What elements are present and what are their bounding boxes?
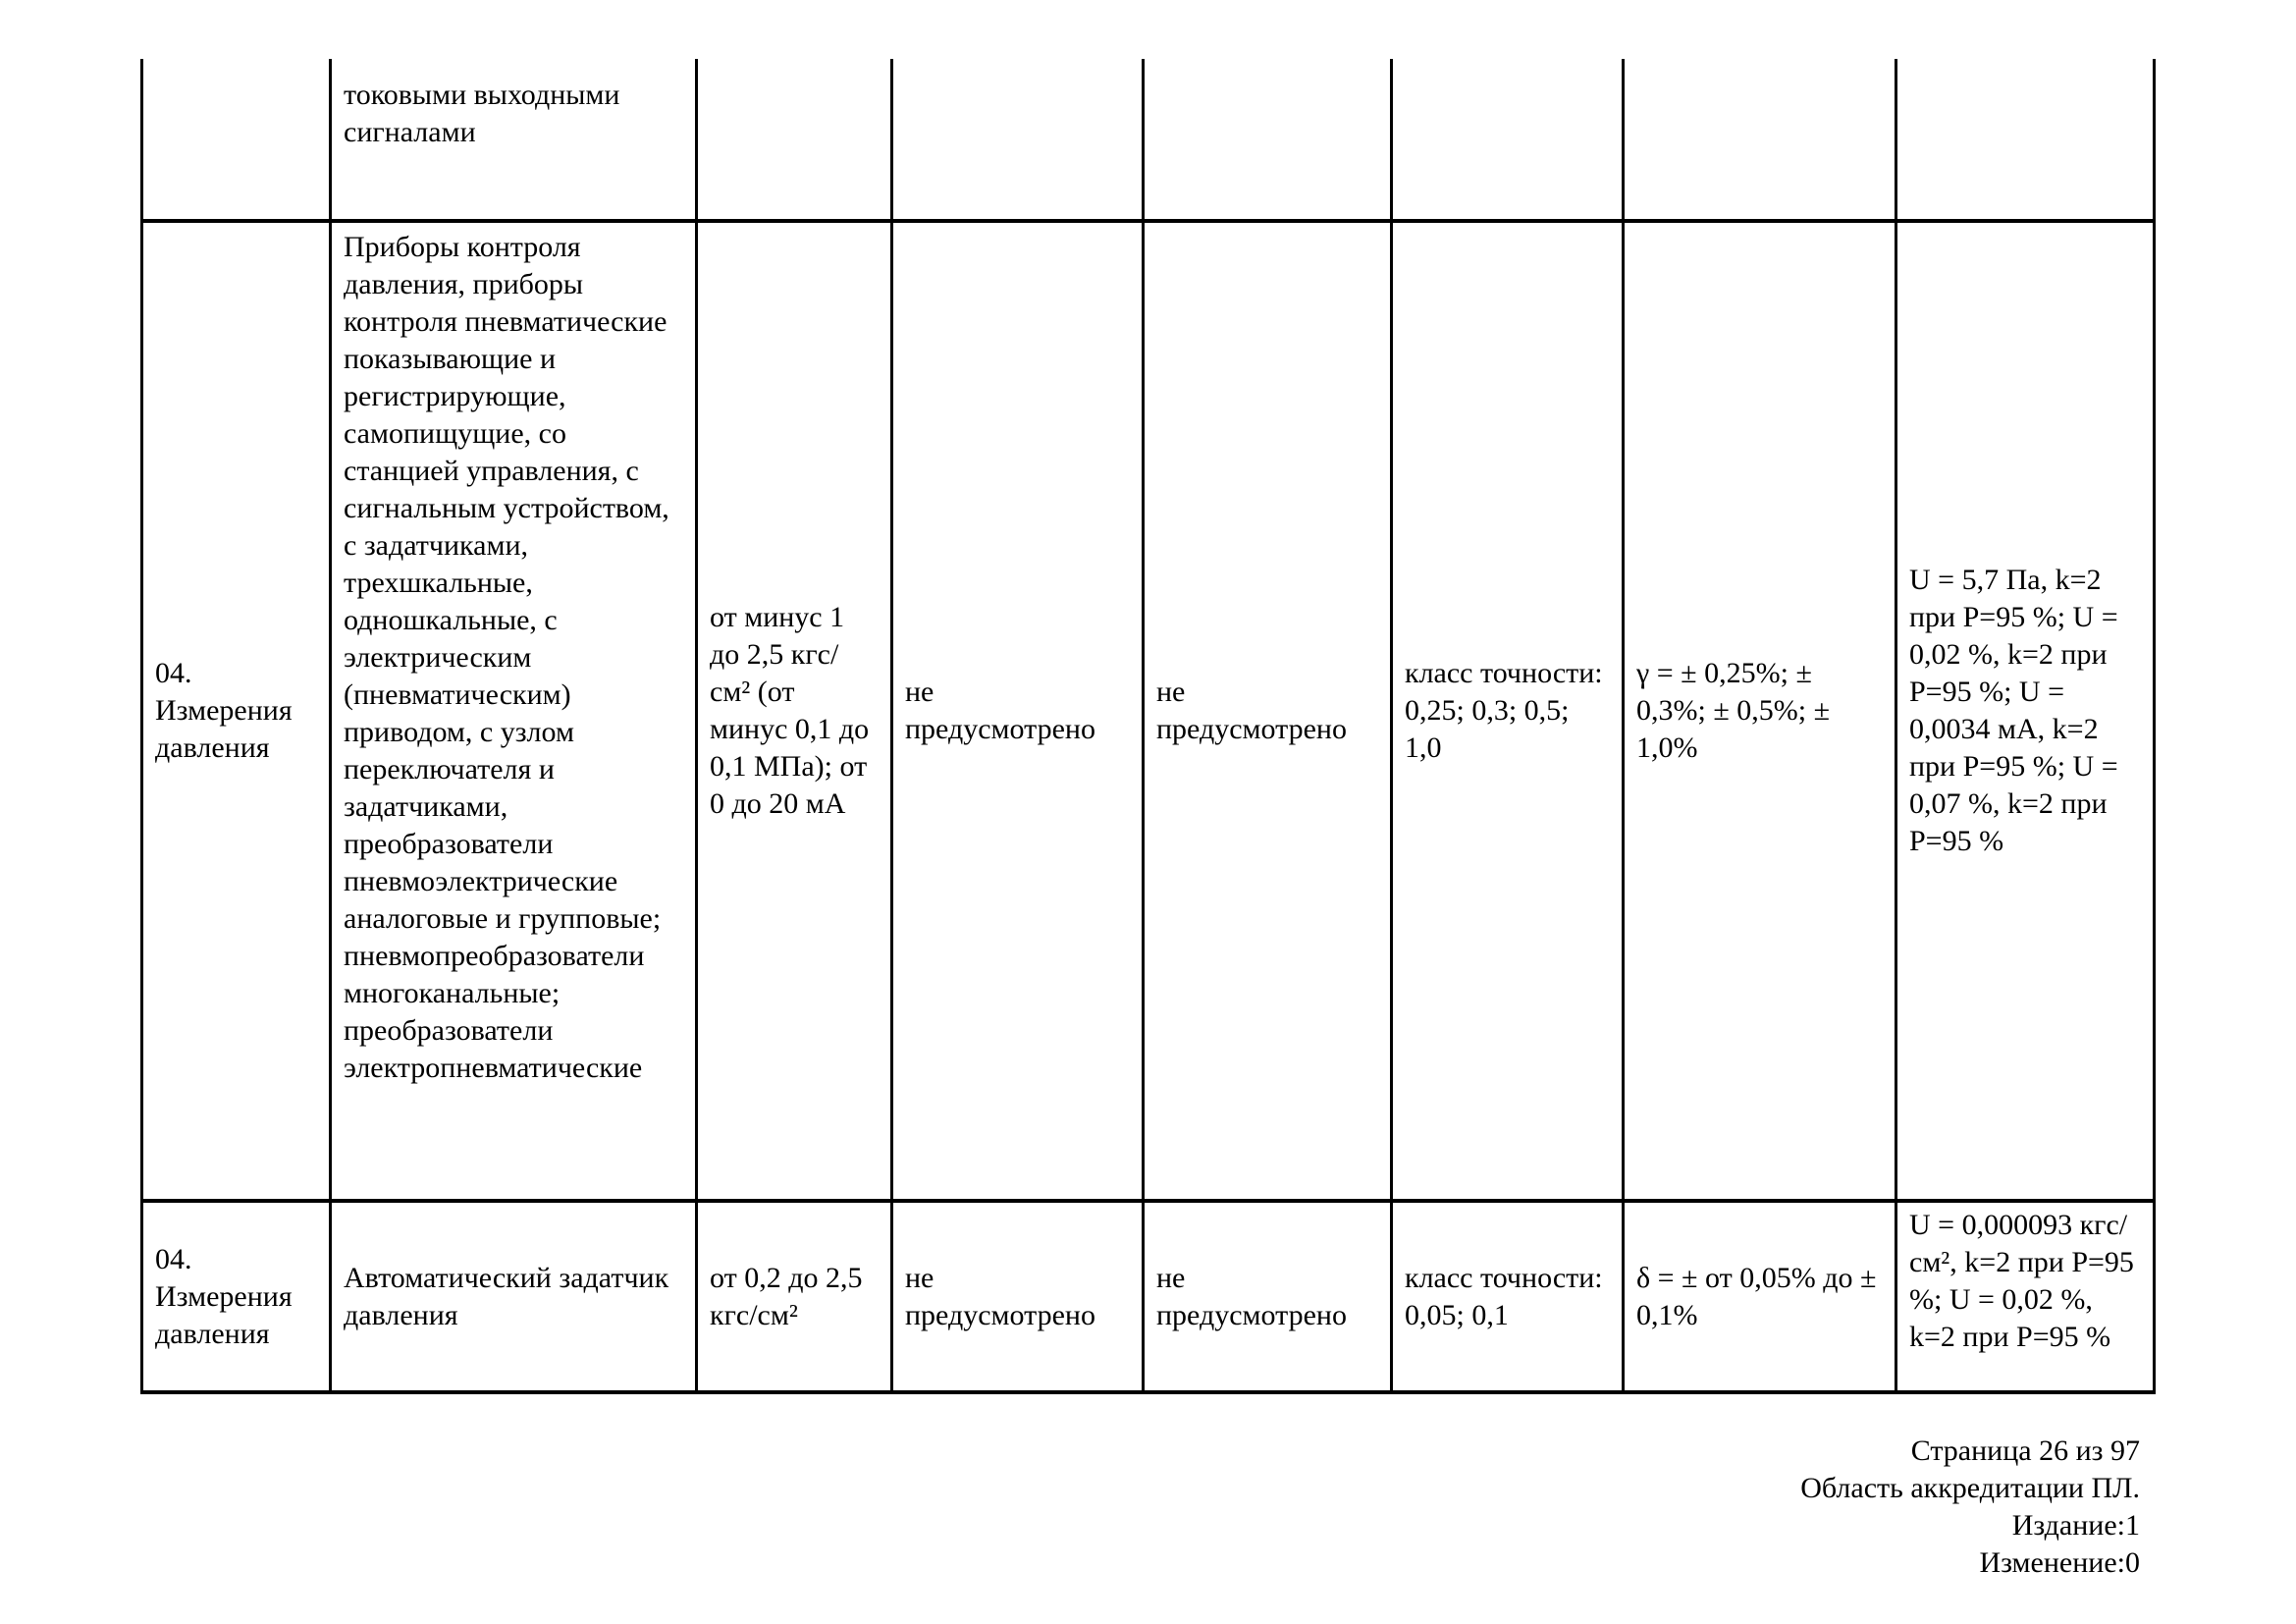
cell-r1-c0: 04. Измерения давления [140,223,329,1203]
cell-r1-c2: от минус 1 до 2,5 кгс/см² (от минус 0,1 до 0,1 МПа); от 0 до 20 мА [695,223,890,1203]
cell-r1-c5: класс точности: 0,25; 0,3; 0,5; 1,0 [1390,223,1622,1203]
cell-r0-c4 [1142,59,1390,223]
cell-r1-c4: не предусмотрено [1142,223,1390,1203]
page-footer [1800,1433,2140,1582]
cell-r0-c0 [140,59,329,223]
footer-revision: Изменение:0 [1979,1546,2140,1579]
cell-r2-c6: δ = ± от 0,05% до ± 0,1% [1622,1203,1895,1394]
cell-r1-c6: γ = ± 0,25%; ± 0,3%; ± 0,5%; ± 1,0% [1622,223,1895,1203]
cell-r1-c7: U = 5,7 Па, k=2 при Р=95 %; U = 0,02 %, k=2 при Р=95 %; U = 0,0034 мА, k=2 при Р=95 %; U = 0,07 %, k=2 при Р=95 % [1895,223,2156,1203]
cell-r0-c5 [1390,59,1622,223]
footer-doc-title: Область аккредитации ПЛ. [1800,1472,2140,1504]
accreditation-scope-table [140,59,2156,1394]
cell-r1-c1: Приборы контроля давления, приборы контроля пневматические показывающие и регистрирующие, самопищущие, со станцией управления, с сигнальным устройством, с задатчиками, трехшкальные, одношкальные, с электрическим (пневматическим) приводом, с узлом переключателя и задатчиками, преобразователи пневмоэлектрические аналоговые и групповые; пневмопреобразователи многоканальные; преобразователи электропневматические [329,223,695,1203]
cell-r2-c1: Автоматический задатчик давления [329,1203,695,1394]
footer-page-number: Страница 26 из 97 [1910,1435,2140,1467]
cell-r2-c3: не предусмотрено [890,1203,1142,1394]
cell-r2-c0: 04. Измерения давления [140,1203,329,1394]
cell-r0-c6 [1622,59,1895,223]
cell-r0-c7 [1895,59,2156,223]
cell-r0-c1: токовыми выходными сигналами [329,59,695,223]
cell-r1-c3: не предусмотрено [890,223,1142,1203]
cell-r2-c4: не предусмотрено [1142,1203,1390,1394]
cell-r2-c5: класс точности: 0,05; 0,1 [1390,1203,1622,1394]
cell-r0-c2 [695,59,890,223]
cell-r2-c2: от 0,2 до 2,5 кгс/см² [695,1203,890,1394]
cell-r0-c3 [890,59,1142,223]
footer-edition: Издание:1 [2011,1509,2140,1542]
cell-r2-c7: U = 0,000093 кгс/см², k=2 при Р=95 %; U = 0,02 %, k=2 при Р=95 % [1895,1203,2156,1394]
